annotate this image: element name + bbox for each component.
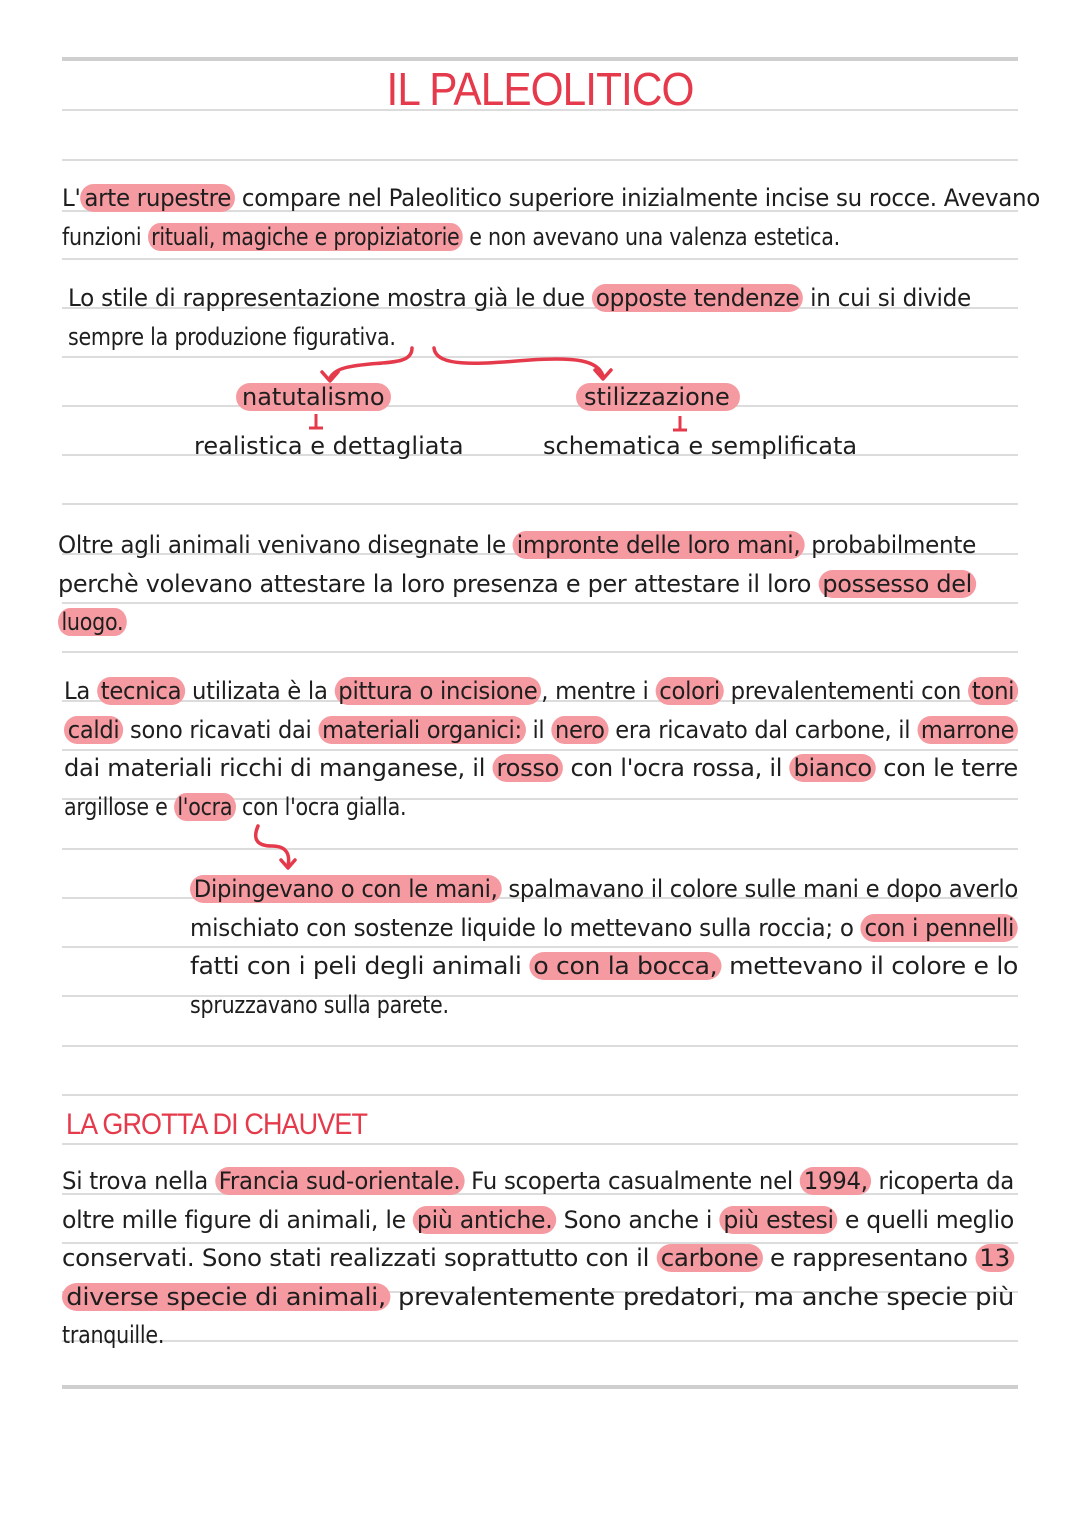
text-segment: e quelli meglio: [837, 1205, 1014, 1234]
page-rule: [62, 258, 1018, 260]
text-segment: mettevano il colore e lo: [721, 952, 1018, 980]
text-segment: prevalentemente predatori, ma anche specie più: [390, 1282, 1014, 1311]
text-segment: Oltre agli animali venivano disegnate le: [58, 531, 513, 559]
highlighted-text: o con la bocca,: [529, 952, 721, 980]
text-line: [62, 1242, 1014, 1274]
text-line: [64, 791, 406, 823]
page-rule: [62, 946, 1018, 948]
page-rule: [62, 1340, 1018, 1342]
highlighted-text: impronte delle loro mani,: [513, 531, 804, 559]
diagram-label-naturalismo: natutalismo: [236, 383, 391, 411]
text-line: [190, 950, 1018, 982]
text-segment: con l'ocra rossa, il: [563, 754, 790, 782]
text-segment: La: [64, 677, 97, 705]
page-rule: [62, 405, 1018, 407]
text-line: [62, 1165, 1014, 1197]
text-segment: spalmavano il colore sulle mani e dopo averlo: [501, 875, 1018, 903]
highlighted-text: colori: [656, 677, 724, 705]
highlighted-text: nero: [551, 716, 608, 744]
text-segment: L': [62, 184, 81, 212]
highlighted-text: possesso del: [818, 570, 976, 598]
section-heading-chauvet: LA GROTTA DI CHAUVET: [66, 1108, 368, 1141]
diagram-label-stilizzazione: stilizzazione: [576, 383, 740, 411]
page-title: IL PALEOLITICO: [386, 63, 694, 115]
diagram-desc-stilizzazione: schematica e semplificata: [543, 432, 858, 460]
text-segment: Fu scoperta casualmente nel: [464, 1167, 800, 1195]
text-segment: fatti con i peli degli animali: [190, 952, 530, 980]
highlighted-text: opposte tendenze: [592, 284, 803, 312]
page-rule: [62, 1143, 1018, 1145]
text-line: [64, 714, 1018, 746]
page-rule: [62, 503, 1018, 505]
highlighted-text: caldi: [64, 716, 123, 744]
highlighted-text: 1994,: [800, 1167, 872, 1195]
text-segment: funzioni: [62, 223, 148, 251]
text-segment: utilizata è la: [185, 677, 335, 705]
diagram-desc-naturalismo: realistica e dettagliata: [194, 432, 464, 460]
text-segment: sempre la produzione figurativa.: [68, 323, 396, 351]
highlighted-text: carbone: [657, 1244, 763, 1272]
text-segment: dai materiali ricchi di manganese, il: [64, 754, 493, 782]
text-segment: Sono anche i: [556, 1205, 720, 1234]
text-line: [68, 321, 396, 353]
text-line: [62, 1204, 1014, 1236]
highlighted-text: Francia sud-orientale.: [215, 1167, 464, 1195]
highlighted-text: rosso: [492, 754, 563, 782]
highlighted-text: Dipingevano o con le mani,: [190, 875, 501, 903]
text-segment: era ricavato dal carbone, il: [608, 715, 918, 744]
text-line: [62, 1281, 1014, 1313]
page-rule: [62, 848, 1018, 850]
text-segment: argillose e: [64, 792, 174, 821]
text-segment: il: [525, 715, 552, 744]
text-line: [58, 529, 976, 561]
text-line: [58, 606, 127, 638]
text-segment: ricoperta da: [871, 1167, 1014, 1195]
text-line: [190, 912, 1018, 944]
text-segment: Si trova nella: [62, 1167, 215, 1195]
text-line: [68, 282, 971, 314]
text-line: [64, 752, 1018, 784]
page-rule: [62, 356, 1018, 358]
text-segment: in cui si divide: [803, 284, 971, 312]
highlighted-text: materiali organici:: [318, 716, 525, 744]
text-segment: conservati. Sono stati realizzati soprattutto con il: [62, 1244, 657, 1272]
text-segment: Lo stile di rappresentazione mostra già le due: [68, 284, 592, 312]
text-segment: spruzzavano sulla parete.: [190, 990, 449, 1019]
page-rule: [62, 159, 1018, 161]
text-segment: prevalentementi con: [723, 677, 969, 705]
highlighted-text: 13: [975, 1244, 1014, 1272]
page-rule: [62, 1094, 1018, 1096]
text-line: [58, 568, 976, 600]
highlighted-text: tecnica: [97, 677, 185, 705]
page-rule: [62, 749, 1018, 751]
text-line: [190, 989, 449, 1021]
highlighted-text: rituali, magiche e propiziatorie: [148, 223, 463, 251]
text-segment: mischiato con sostenze liquide lo mettevano sulla roccia; o: [190, 913, 861, 942]
text-segment: con le terre: [875, 754, 1018, 782]
highlighted-text: arte rupestre: [81, 184, 235, 212]
highlighted-text: pittura o incisione: [335, 677, 542, 705]
text-segment: sono ricavati dai: [123, 715, 319, 744]
highlighted-text: toni: [968, 677, 1018, 705]
text-segment: con l'ocra gialla.: [235, 792, 407, 821]
text-line: [190, 873, 1018, 905]
highlighted-text: marrone: [917, 716, 1018, 744]
page-rule-top: [62, 57, 1018, 61]
text-line: [62, 182, 1040, 214]
highlighted-text: più antiche.: [413, 1206, 556, 1234]
page-rule: [62, 651, 1018, 653]
page-rule: [62, 602, 1018, 604]
text-segment: perchè volevano attestare la loro presenza e per attestare il loro: [58, 569, 819, 598]
text-segment: oltre mille figure di animali, le: [62, 1205, 413, 1234]
highlighted-text: diverse specie di animali,: [62, 1283, 390, 1311]
text-line: [62, 221, 840, 253]
page-rule-bottom: [62, 1385, 1018, 1389]
text-segment: e rappresentano: [762, 1244, 976, 1272]
text-segment: probabilmente: [804, 531, 976, 559]
text-segment: , mentre i: [541, 677, 656, 705]
text-segment: tranquille.: [62, 1321, 165, 1349]
highlighted-text: con i pennelli: [861, 914, 1018, 942]
highlighted-text: bianco: [790, 754, 876, 782]
page-rule: [62, 1045, 1018, 1047]
highlighted-text: l'ocra: [174, 793, 236, 821]
text-line: [64, 675, 1018, 707]
highlighted-text: più estesi: [719, 1206, 837, 1234]
highlighted-text: luogo.: [58, 608, 127, 636]
text-segment: e non avevano una valenza estetica.: [462, 223, 840, 251]
text-line: [62, 1319, 164, 1351]
text-segment: compare nel Paleolitico superiore inizialmente incise su rocce. Avevano: [234, 184, 1040, 212]
